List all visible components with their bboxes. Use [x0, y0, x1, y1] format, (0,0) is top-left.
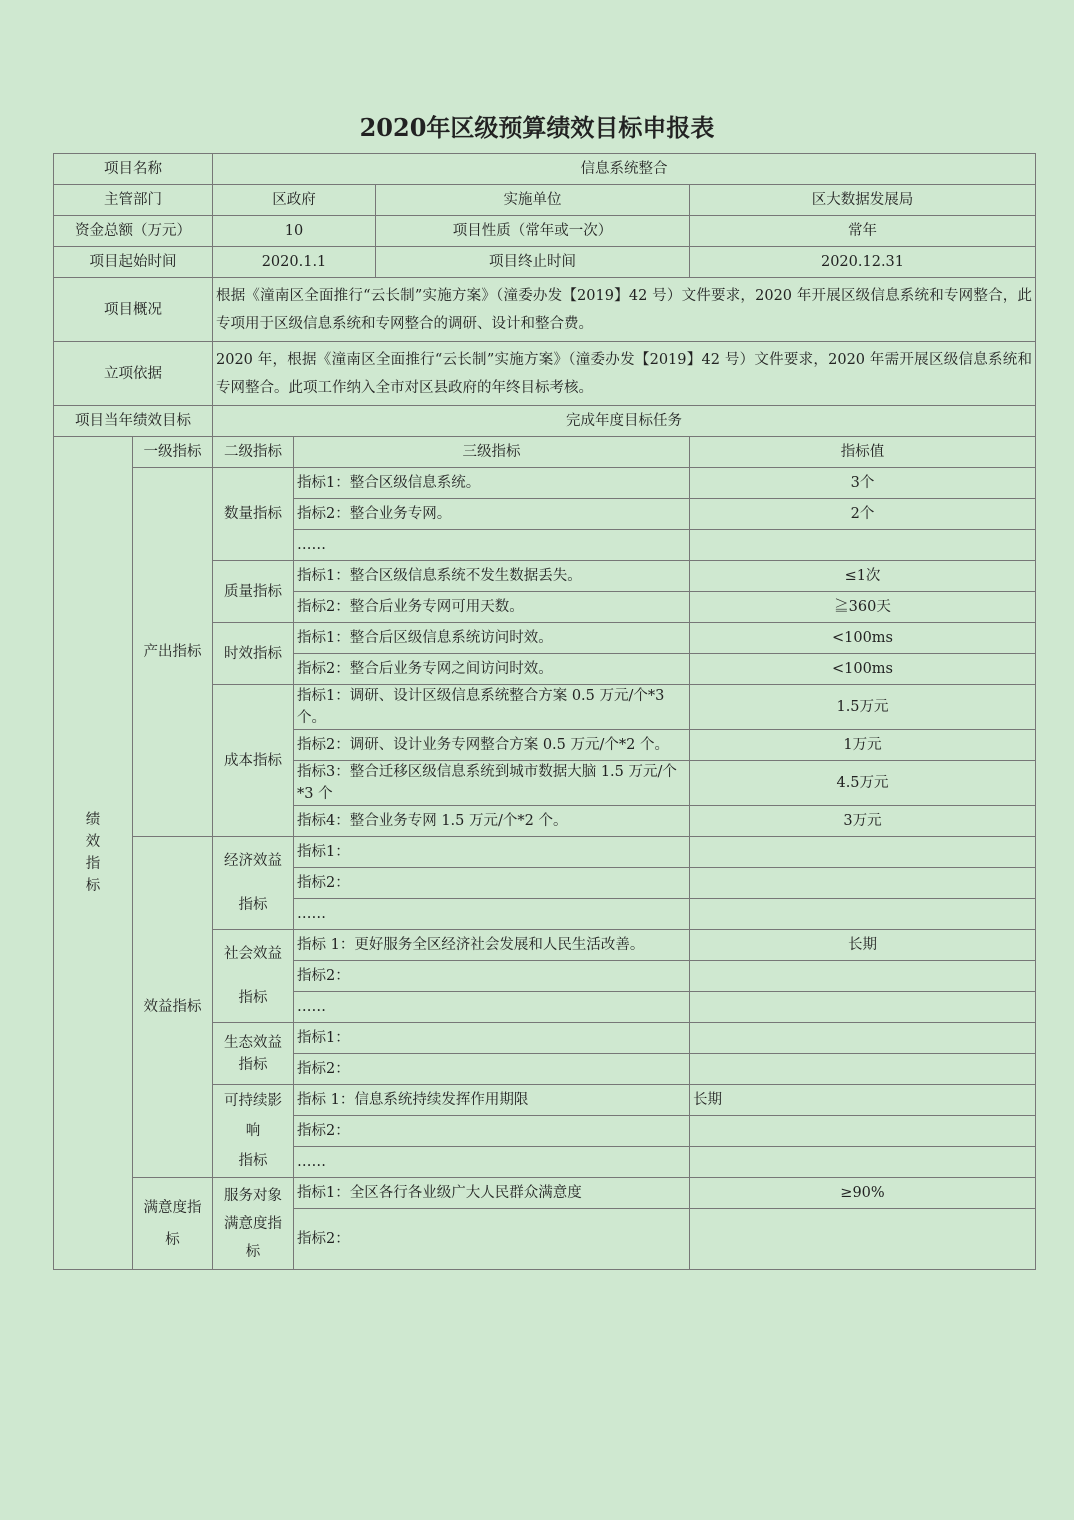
indicator-value: ≤1次: [690, 561, 1036, 592]
indicator-value: 3个: [690, 468, 1036, 499]
indicator-text: 指标2：: [294, 961, 690, 992]
label-line: 服务对象: [224, 1187, 282, 1204]
row-perf-header: [54, 437, 1036, 468]
table-row: [54, 1178, 1036, 1209]
economic-label: [213, 837, 294, 930]
indicator-value: <100ms: [690, 654, 1036, 685]
indicator-value: [690, 1023, 1036, 1054]
indicator-text: 指标1：调研、设计区级信息系统整合方案 0.5 万元/个*3 个。: [294, 685, 690, 730]
indicator-value: 1.5万元: [690, 685, 1036, 730]
project-name-value: 信息系统整合: [213, 154, 1036, 185]
indicator-value: [690, 1116, 1036, 1147]
indicator-text: 指标1：整合后区级信息系统访问时效。: [294, 623, 690, 654]
project-name-label: 项目名称: [54, 154, 213, 185]
benefit-label: 效益指标: [133, 837, 213, 1178]
indicator-value: 2个: [690, 499, 1036, 530]
label-line: 响: [245, 1123, 261, 1139]
end-label: 项目终止时间: [376, 247, 690, 278]
perf-label-char: 绩: [85, 812, 101, 828]
fund-value: 10: [213, 216, 376, 247]
perf-label-char: 标: [85, 878, 101, 894]
output-label: 产出指标: [133, 468, 213, 837]
header-value: 指标值: [690, 437, 1036, 468]
row-goal: [54, 406, 1036, 437]
row-department: [54, 185, 1036, 216]
fund-label: 资金总额（万元）: [54, 216, 213, 247]
environmental-label: [213, 1023, 294, 1085]
indicator-text: 指标2：: [294, 1116, 690, 1147]
label-line: 标: [165, 1231, 180, 1248]
indicator-value: ≥90%: [690, 1178, 1036, 1209]
goal-value: 完成年度目标任务: [213, 406, 1036, 437]
service-satisfaction-label: [213, 1178, 294, 1270]
indicator-text: 指标1：全区各行各业级广大人民群众满意度: [294, 1178, 690, 1209]
indicator-value: 长期: [690, 1085, 1036, 1116]
cost-label: 成本指标: [213, 685, 294, 837]
label-line: 标: [245, 1243, 261, 1260]
label-line: 指标: [238, 897, 268, 913]
start-value: 2020.1.1: [213, 247, 376, 278]
indicator-value: [690, 899, 1036, 930]
perf-label: [54, 437, 133, 1270]
satisfaction-label: [133, 1178, 213, 1270]
header-level2: 二级指标: [213, 437, 294, 468]
indicator-value: 1万元: [690, 730, 1036, 761]
indicator-text: 指标2：: [294, 868, 690, 899]
label-line: 经济效益: [224, 853, 282, 869]
table-row: [54, 468, 1036, 499]
row-basis: [54, 342, 1036, 406]
nature-value: 常年: [690, 216, 1036, 247]
indicator-text: ……: [294, 530, 690, 561]
row-overview: [54, 278, 1036, 342]
row-fund: [54, 216, 1036, 247]
label-line: 满意度指: [224, 1215, 282, 1232]
page-title: 2020年区级预算绩效目标申报表: [359, 113, 715, 142]
indicator-value: 4.5万元: [690, 761, 1036, 806]
indicator-text: 指标1：整合区级信息系统不发生数据丢失。: [294, 561, 690, 592]
indicator-value: [690, 868, 1036, 899]
label-line: 指标: [238, 990, 268, 1006]
sustainability-label: [213, 1085, 294, 1178]
end-value: 2020.12.31: [690, 247, 1036, 278]
indicator-value: [690, 961, 1036, 992]
department-value: 区政府: [213, 185, 376, 216]
indicator-value: ≧360天: [690, 592, 1036, 623]
indicator-value: [690, 1147, 1036, 1178]
implementer-label: 实施单位: [376, 185, 690, 216]
label-line: 可持续影: [224, 1093, 282, 1109]
indicator-text: 指标3：整合迁移区级信息系统到城市数据大脑 1.5 万元/个*3 个: [294, 761, 690, 806]
nature-label: 项目性质（常年或一次）: [376, 216, 690, 247]
indicator-value: [690, 992, 1036, 1023]
indicator-text: ……: [294, 899, 690, 930]
perf-label-char: 指: [85, 856, 101, 872]
indicator-text: 指标2：: [294, 1054, 690, 1085]
goal-label: 项目当年绩效目标: [54, 406, 213, 437]
time-label: 时效指标: [213, 623, 294, 685]
indicator-text: 指标1：整合区级信息系统。: [294, 468, 690, 499]
row-dates: [54, 247, 1036, 278]
indicator-value: [690, 1209, 1036, 1270]
start-label: 项目起始时间: [54, 247, 213, 278]
indicator-value: [690, 1054, 1036, 1085]
indicator-value: 长期: [690, 930, 1036, 961]
row-project-name: [54, 154, 1036, 185]
indicator-text: 指标2：整合业务专网。: [294, 499, 690, 530]
indicator-value: 3万元: [690, 806, 1036, 837]
indicator-text: 指标2：整合后业务专网之间访问时效。: [294, 654, 690, 685]
indicator-text: 指标2：整合后业务专网可用天数。: [294, 592, 690, 623]
indicator-value: <100ms: [690, 623, 1036, 654]
overview-text: 根据《潼南区全面推行“云长制”实施方案》（潼委办发【2019】42 号）文件要求，2020 年开展区级信息系统和专网整合，此专项用于区级信息系统和专网整合的调研、设计和整合费。: [213, 278, 1036, 342]
indicator-text: ……: [294, 992, 690, 1023]
table-row: [54, 837, 1036, 868]
indicator-text: 指标 1：更好服务全区经济社会发展和人民生活改善。: [294, 930, 690, 961]
indicator-text: 指标2：: [294, 1209, 690, 1270]
indicator-value: [690, 530, 1036, 561]
overview-label: 项目概况: [54, 278, 213, 342]
indicator-value: [690, 837, 1036, 868]
quality-label: 质量指标: [213, 561, 294, 623]
indicator-text: 指标1：: [294, 837, 690, 868]
indicator-text: ……: [294, 1147, 690, 1178]
label-line: 指标: [238, 1153, 268, 1169]
indicator-text: 指标1：: [294, 1023, 690, 1054]
department-label: 主管部门: [54, 185, 213, 216]
basis-label: 立项依据: [54, 342, 213, 406]
quantity-label: 数量指标: [213, 468, 294, 561]
social-label: [213, 930, 294, 1023]
perf-label-char: 效: [85, 834, 101, 850]
implementer-value: 区大数据发展局: [690, 185, 1036, 216]
label-line: 指标: [238, 1056, 268, 1073]
budget-target-table: [53, 153, 1036, 1270]
label-line: 满意度指: [143, 1199, 202, 1216]
basis-text: 2020 年，根据《潼南区全面推行“云长制”实施方案》（潼委办发【2019】42 号）文件要求，2020 年需开展区级信息系统和专网整合。此项工作纳入全市对区县政府的年终目标考核。: [213, 342, 1036, 406]
indicator-text: 指标2：调研、设计业务专网整合方案 0.5 万元/个*2 个。: [294, 730, 690, 761]
indicator-text: 指标4：整合业务专网 1.5 万元/个*2 个。: [294, 806, 690, 837]
label-line: 生态效益: [224, 1034, 282, 1051]
header-level1: 一级指标: [133, 437, 213, 468]
label-line: 社会效益: [224, 946, 282, 962]
header-level3: 三级指标: [294, 437, 690, 468]
indicator-text: 指标 1：信息系统持续发挥作用期限: [294, 1085, 690, 1116]
